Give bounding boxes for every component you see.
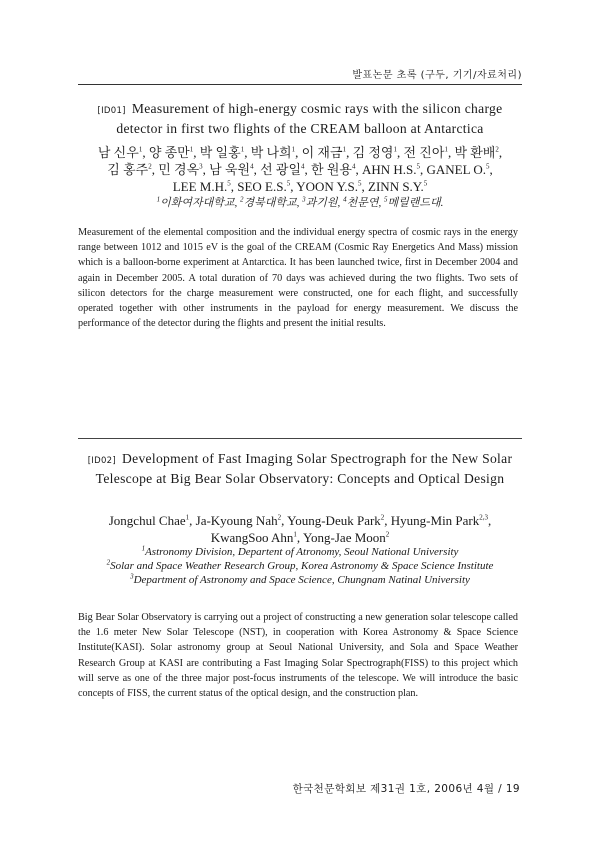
- author-affiliation-marker: 1: [189, 145, 194, 154]
- author-affiliation-marker: 4: [250, 162, 254, 171]
- author-name: Jongchul Chae: [108, 513, 186, 528]
- author-name: 이 재금: [301, 145, 343, 160]
- author-affiliation-marker: 2,3: [479, 513, 489, 522]
- author-affiliation-marker: 5: [227, 179, 231, 188]
- author-name: 김 홍주: [107, 162, 149, 177]
- header-rule: [78, 84, 522, 85]
- author-affiliation-marker: 5: [286, 179, 291, 188]
- author-affiliation-marker: 5: [485, 162, 490, 171]
- author-name: Young-Deuk Park: [287, 513, 381, 528]
- article-1-authors: [78, 144, 522, 195]
- article-1-authors-line-2: 김 홍주$^2$, 민 경옥$^3$, 남 욱원$^4$, 선 광일$^4$, 한 원용$^4$, AHN H.S.$^5$, GANEL O.$^5$,: [107, 162, 493, 177]
- author-affiliation-marker: 1: [293, 530, 297, 539]
- author-name: LEE M.H.: [172, 179, 228, 194]
- author-name: 한 원용: [311, 162, 352, 177]
- article-1-affiliations: [78, 196, 522, 210]
- author-name: KwangSoo Ahn: [210, 530, 294, 545]
- page-footer: 한국천문학회보 제31권 1호, 2006년 4월 / 19: [292, 783, 520, 795]
- author-affiliation-marker: 2: [277, 513, 282, 522]
- author-affiliation-marker: 1: [393, 145, 397, 154]
- author-affiliation-marker: 4: [351, 162, 356, 171]
- author-name: Yong-Jae Moon: [302, 530, 386, 545]
- author-name: 민 경옥: [158, 162, 200, 177]
- author-name: 김 정영: [352, 145, 394, 160]
- affiliation: $^1$이화여자대학교,: [156, 195, 241, 209]
- affiliation: $^3$과기원,: [302, 195, 344, 209]
- author-name: 박 환배: [454, 145, 496, 160]
- affiliation: $^2$경북대학교,: [240, 195, 303, 209]
- affiliation: $^1$Astronomy Division, Departent of Atronomy, Seoul National University: [141, 544, 459, 558]
- section-divider: [78, 438, 522, 439]
- author-name: ZINN S.Y.: [368, 179, 424, 194]
- article-2-code: [ID02]: [87, 456, 116, 466]
- author-name: Ja-Kyoung Nah: [195, 513, 278, 528]
- author-name: 선 광일: [260, 162, 302, 177]
- author-name: 박 일홍: [199, 145, 241, 160]
- article-2-title: Development of Fast Imaging Solar Spectrograph for the New Solar Telescope at Big Bear Solar Observatory: Concepts and Optical Design: [95, 451, 513, 486]
- author-affiliation-marker: 1: [185, 513, 190, 522]
- author-affiliation-marker: 5: [416, 162, 421, 171]
- article-2-affiliation-lines: [78, 545, 522, 587]
- author-affiliation-marker: 5: [358, 179, 362, 188]
- author-name: 양 종만: [148, 145, 190, 160]
- author-affiliation-marker: 5: [423, 179, 428, 188]
- article-1-code: [ID01]: [97, 106, 126, 116]
- affiliation: $^2$Solar and Space Weather Research Group, Korea Astronomy & Space Science Institute: [106, 558, 494, 572]
- author-name: YOON Y.S.: [296, 179, 359, 194]
- author-affiliation-marker: 2: [385, 530, 390, 539]
- author-affiliation-marker: 1: [240, 145, 245, 154]
- article-2-authors-line-1: Jongchul Chae$^1$, Ja-Kyoung Nah$^2$, Young-Deuk Park$^2$, Hyung-Min Park$^{2,3}$,: [108, 513, 492, 528]
- article-2-authors: [78, 512, 522, 546]
- author-affiliation-marker: 1: [444, 145, 448, 154]
- affiliation: $^5$메릴랜드대.: [383, 195, 444, 209]
- article-1-authors-line-1: 남 신우$^1$, 양 종만$^1$, 박 일홍$^1$, 박 나희$^1$, 이 재금$^1$, 김 정영$^1$, 전 진아$^1$, 박 환배$^2$,: [97, 145, 503, 160]
- author-affiliation-marker: 2: [495, 145, 499, 154]
- author-name: SEO E.S.: [237, 179, 287, 194]
- author-name: 전 진아: [403, 145, 445, 160]
- article-1-authors-line-3: LEE M.H.$^5$, SEO E.S.$^5$, YOON Y.S.$^5$, ZINN S.Y.$^5$: [172, 179, 428, 194]
- section-header-label: 발표논문 초록 (구두, 기기/자료처리): [352, 70, 522, 81]
- article-2-title-block: [78, 450, 522, 488]
- article-2-abstract: Big Bear Solar Observatory is carrying out a project of constructing a new generation solar telescope called the 1.6 meter New Solar Telescope (NST), in cooperation with Korea Astronomy & Space Science Institute(KASI). Solar astronomy group at Seoul National University, and Sola and Space Weather Research Group at KASI are contributing a Fast Imaging Solar Spectrograph(FISS) to this project which will serve as one of the three major post-focus instruments of the telescope. We will introduce the basic concepts of FISS, the current status of the optical design, and the construction plan.: [78, 612, 518, 700]
- author-name: 남 욱원: [209, 162, 251, 177]
- article-2-affiliations: [78, 545, 522, 587]
- affiliation: $^3$Department of Astronomy and Space Science, Chungnam Natinal University: [130, 572, 470, 586]
- article-1-affiliation-line: [78, 196, 522, 210]
- affiliation: $^4$천문연,: [343, 195, 384, 209]
- author-name: GANEL O.: [426, 162, 486, 177]
- author-affiliation-marker: 1: [138, 145, 143, 154]
- author-affiliation-marker: 1: [291, 145, 296, 154]
- author-affiliation-marker: 2: [148, 162, 152, 171]
- author-name: AHN H.S.: [361, 162, 417, 177]
- author-affiliation-marker: 3: [199, 162, 203, 171]
- article-1-title-block: [78, 100, 522, 138]
- author-name: Hyung-Min Park: [390, 513, 480, 528]
- article-2-authors-line-2: KwangSoo Ahn$^1$, Yong-Jae Moon$^2$: [210, 530, 390, 545]
- author-affiliation-marker: 4: [301, 162, 305, 171]
- article-1-title: Measurement of high-energy cosmic rays with the silicon charge detector in first two flights of the CREAM balloon at Antarctica: [116, 101, 503, 136]
- author-affiliation-marker: 2: [380, 513, 385, 522]
- author-name: 박 나희: [250, 145, 292, 160]
- author-name: 남 신우: [97, 145, 139, 160]
- article-1-abstract: Measurement of the elemental composition and the individual energy spectra of cosmic rays in the energy range between 1012 and 1015 eV is the goal of the CREAM (Cosmic Ray Energetics And Mass) mission which is a balloon-borne experiment at Antarctica. It has been launched twice, first in December 2004 and again in December 2005. A total duration of 70 days was achieved during the two flights. Two sets of silicon detectors for the charge measurement were constructed, one for each flight, and successfully operated together with other instruments in the payload for energy measurement. We discuss the performance of the detector during the flights and present the initial results.: [78, 227, 518, 330]
- author-affiliation-marker: 1: [342, 145, 347, 154]
